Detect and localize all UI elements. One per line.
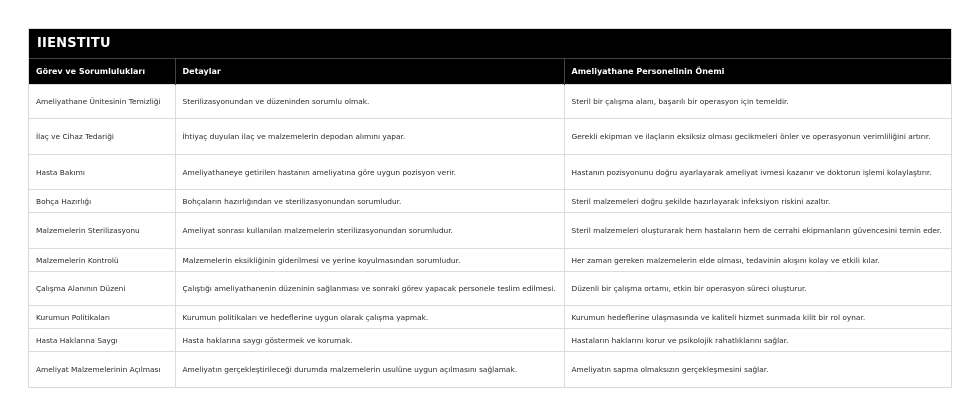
duties-table	[29, 58, 951, 387]
table-row	[29, 352, 951, 387]
table-row	[29, 329, 951, 352]
cell-duty: Hasta Haklarına Saygı	[29, 329, 175, 352]
header-row	[29, 59, 951, 85]
cell-importance: Steril malzemeleri oluşturarak hem hastaların hem de cerrahi ekipmanların güvencesini temin eder.	[564, 213, 951, 249]
cell-importance: Düzenli bir çalışma ortamı, etkin bir operasyon süreci oluşturur.	[564, 272, 951, 306]
table-row	[29, 249, 951, 272]
cell-importance: Her zaman gereken malzemelerin elde olması, tedavinin akışını kolay ve etkili kılar.	[564, 249, 951, 272]
table-body	[29, 85, 951, 387]
cell-importance: Hastaların haklarını korur ve psikolojik rahatlıklarını sağlar.	[564, 329, 951, 352]
cell-detail: Ameliyathaneye getirilen hastanın ameliyatına göre uygun pozisyon verir.	[175, 155, 564, 190]
table-row	[29, 155, 951, 190]
cell-detail: İhtiyaç duyulan ilaç ve malzemelerin depodan alımını yapar.	[175, 119, 564, 155]
column-header-duties: Görev ve Sorumlulukları	[29, 59, 175, 85]
brand-logo-text: IIENSTITU	[37, 36, 111, 51]
cell-importance: Gerekli ekipman ve ilaçların eksiksiz olması gecikmeleri önler ve operasyonun verimliliğini artırır.	[564, 119, 951, 155]
cell-importance: Steril bir çalışma alanı, başarılı bir operasyon için temeldir.	[564, 85, 951, 119]
cell-duty: Ameliyat Malzemelerinin Açılması	[29, 352, 175, 387]
cell-duty: Malzemelerin Kontrolü	[29, 249, 175, 272]
table-row	[29, 190, 951, 213]
cell-importance: Ameliyatın sapma olmaksızın gerçekleşmesini sağlar.	[564, 352, 951, 387]
cell-detail: Malzemelerin eksikliğinin giderilmesi ve yerine koyulmasından sorumludur.	[175, 249, 564, 272]
cell-detail: Sterilizasyonundan ve düzeninden sorumlu olmak.	[175, 85, 564, 119]
cell-detail: Ameliyat sonrası kullanılan malzemelerin sterilizasyonundan sorumludur.	[175, 213, 564, 249]
cell-detail: Ameliyatın gerçekleştirileceği durumda malzemelerin usulüne uygun açılmasını sağlamak.	[175, 352, 564, 387]
cell-duty: İlaç ve Cihaz Tedariği	[29, 119, 175, 155]
cell-detail: Kurumun politikaları ve hedeflerine uygun olarak çalışma yapmak.	[175, 306, 564, 329]
column-header-importance: Ameliyathane Personelinin Önemi	[564, 59, 951, 85]
cell-detail: Hasta haklarına saygı göstermek ve korumak.	[175, 329, 564, 352]
cell-duty: Çalışma Alanının Düzeni	[29, 272, 175, 306]
table-row	[29, 306, 951, 329]
cell-detail: Bohçaların hazırlığından ve sterilizasyonundan sorumludur.	[175, 190, 564, 213]
cell-duty: Hasta Bakımı	[29, 155, 175, 190]
content-card	[28, 28, 952, 388]
cell-duty: Bohça Hazırlığı	[29, 190, 175, 213]
cell-importance: Kurumun hedeflerine ulaşmasında ve kaliteli hizmet sunmada kilit bir rol oynar.	[564, 306, 951, 329]
table-row	[29, 272, 951, 306]
column-header-details: Detaylar	[175, 59, 564, 85]
cell-importance: Hastanın pozisyonunu doğru ayarlayarak ameliyat ivmesi kazanır ve doktorun işlemi kolaylaştırır.	[564, 155, 951, 190]
brand-bar	[29, 29, 951, 58]
table-header	[29, 59, 951, 85]
table-row	[29, 119, 951, 155]
cell-importance: Steril malzemeleri doğru şekilde hazırlayarak infeksiyon riskini azaltır.	[564, 190, 951, 213]
cell-duty: Malzemelerin Sterilizasyonu	[29, 213, 175, 249]
cell-duty: Ameliyathane Ünitesinin Temizliği	[29, 85, 175, 119]
table-row	[29, 85, 951, 119]
cell-detail: Çalıştığı ameliyathanenin düzeninin sağlanması ve sonraki görev yapacak personele teslim edilmesi.	[175, 272, 564, 306]
table-row	[29, 213, 951, 249]
cell-duty: Kurumun Politikaları	[29, 306, 175, 329]
